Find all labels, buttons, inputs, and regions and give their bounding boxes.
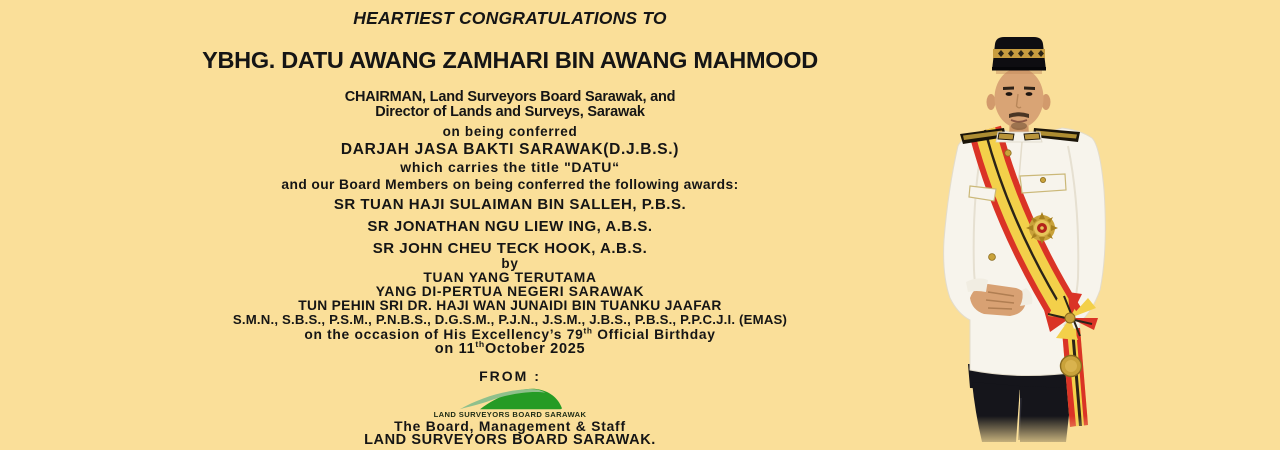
board-member-2: SR JONATHAN NGU LIEW ING, A.B.S. <box>367 218 653 235</box>
occasion-suffix: Official Birthday <box>592 327 716 342</box>
footer-line-2: LAND SURVEYORS BOARD SARAWAK. <box>364 432 656 448</box>
award-name: DARJAH JASA BAKTI SARAWAK(D.J.B.S.) <box>340 141 680 158</box>
conferrer-line-2: YANG DI-PERTUA NEGERI SARAWAK <box>375 284 645 299</box>
lsbs-logo-block <box>0 386 1020 419</box>
board-members-intro: and our Board Members on being conferred the following awards: <box>281 177 739 192</box>
songkok-hat <box>992 37 1046 71</box>
by-label: by <box>501 256 519 271</box>
photo-bottom-fade <box>930 416 1120 450</box>
date-ordinal: th <box>475 339 485 350</box>
board-member-1: SR TUAN HAJI SULAIMAN BIN SALLEH, P.B.S. <box>333 196 687 213</box>
honoree-role-line1: CHAIRMAN, Land Surveyors Board Sarawak, and <box>344 89 676 105</box>
official-portrait <box>930 30 1120 450</box>
lsbs-logo <box>440 386 580 410</box>
award-title-note: which carries the title "DATU“ <box>400 159 620 175</box>
conferrer-honorifics: S.M.N., S.B.S., P.S.M., P.N.B.S., D.G.S.M., P.J.N., J.S.M., J.B.S., P.B.S., P.P.C.J.I. (EMAS) <box>232 312 788 327</box>
footer-line-1: The Board, Management & Staff <box>394 419 626 434</box>
honoree-name: YBHG. DATU AWANG ZAMHARI BIN AWANG MAHMOOD <box>202 47 818 73</box>
board-member-3: SR JOHN CHEU TECK HOOK, A.B.S. <box>372 240 648 257</box>
from-label: FROM : <box>479 368 541 384</box>
honoree-role-line2: Director of Lands and Surveys, Sarawak <box>375 104 645 120</box>
occasion-text: on the occasion of His Excellency’s 79 <box>304 327 584 342</box>
conferrer-line-1: TUAN YANG TERUTAMA <box>423 270 597 285</box>
conferrer-line-3: TUN PEHIN SRI DR. HAJI WAN JUNAIDI BIN TUANKU JAAFAR <box>298 298 722 313</box>
conferred-intro: on being conferred <box>442 124 578 139</box>
occasion-ordinal: th <box>583 326 593 336</box>
banner-heading: HEARTIEST CONGRATULATIONS TO <box>353 8 667 28</box>
face <box>987 68 1051 130</box>
jacket-button <box>1005 150 1011 156</box>
date-text: on 11 <box>434 341 476 357</box>
date-suffix: October 2025 <box>484 341 586 357</box>
occasion-line <box>0 327 1020 342</box>
date-line <box>0 341 1020 357</box>
logo-caption: LAND SURVEYORS BOARD SARAWAK <box>433 410 587 419</box>
jacket-button <box>989 254 996 261</box>
